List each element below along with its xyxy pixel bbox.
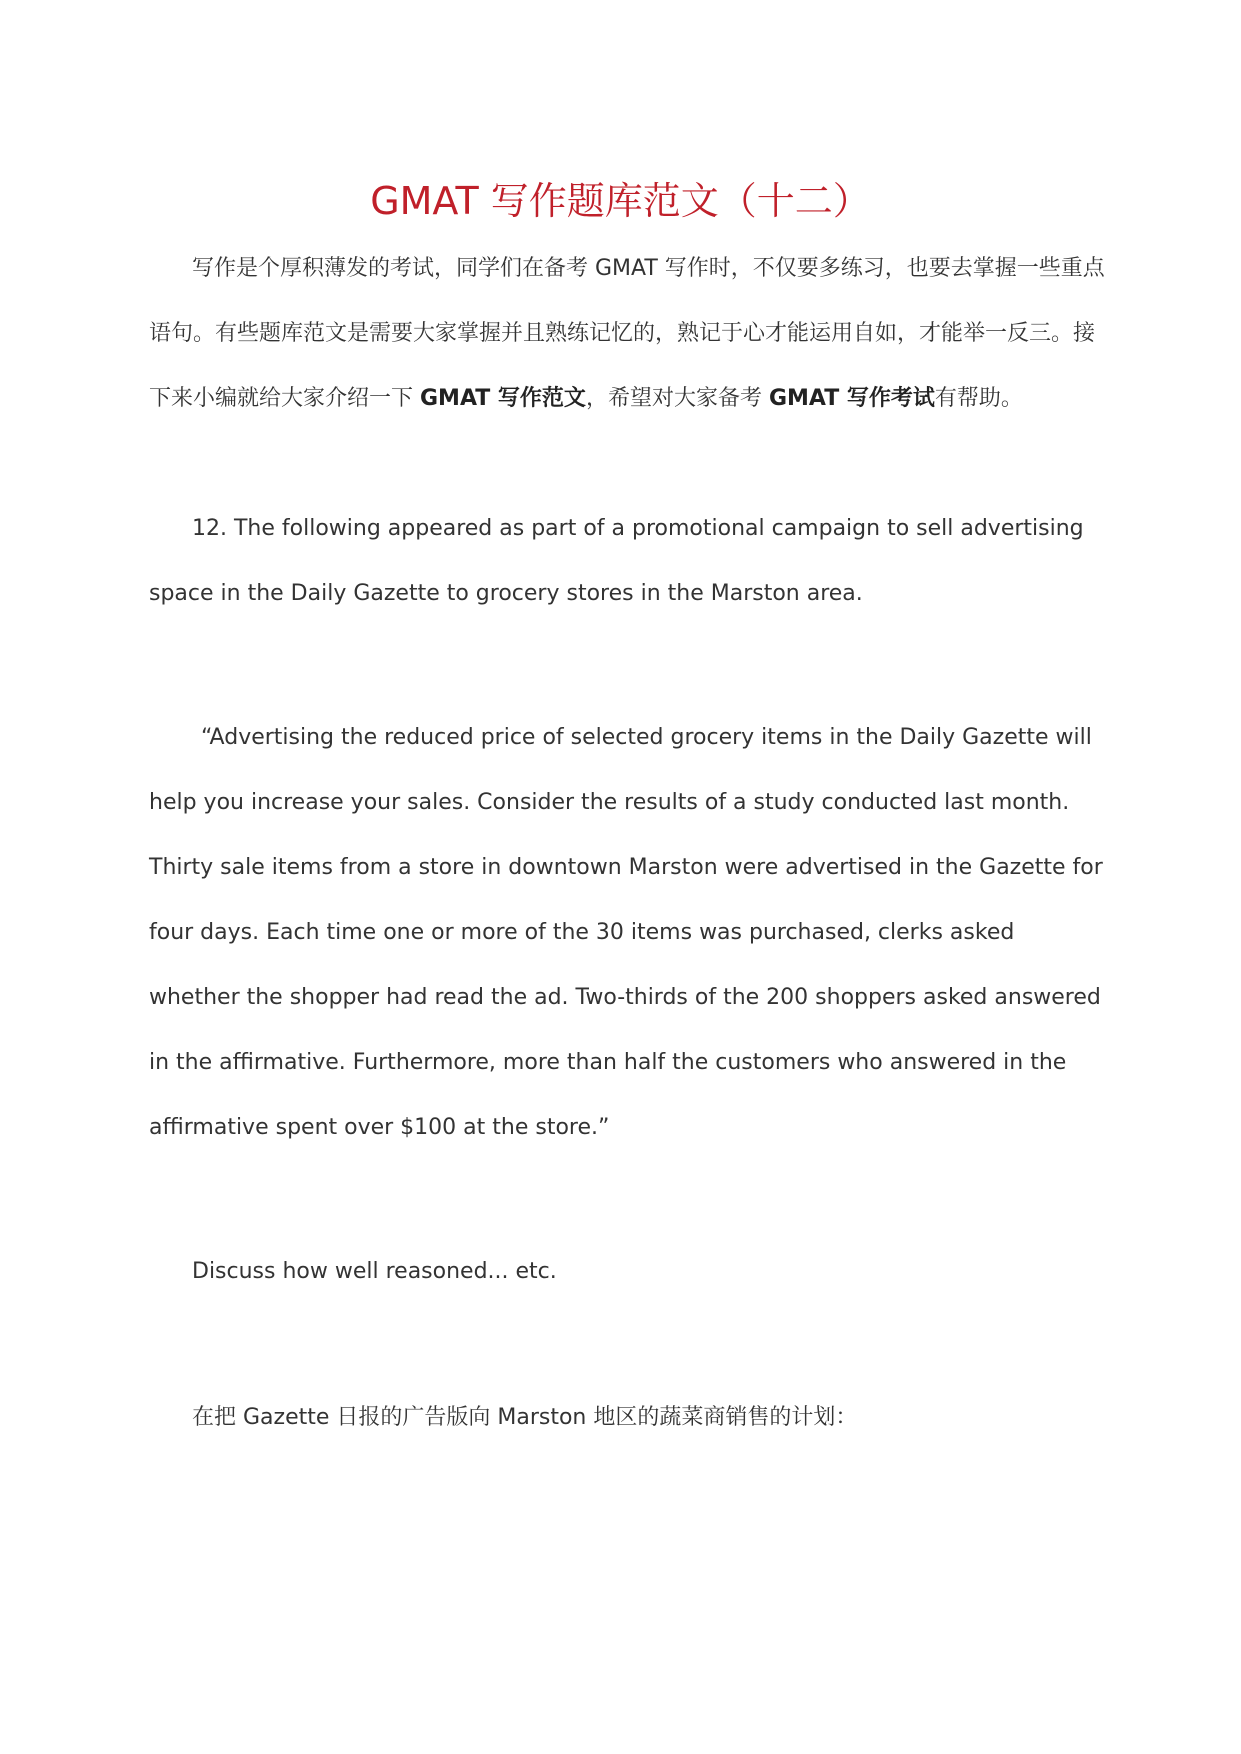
intro-bold-writing-exam: GMAT 写作考试	[768, 386, 935, 411]
discuss-paragraph: Discuss how well reasoned... etc.	[192, 1259, 557, 1284]
intro-bold-writing-sample: GMAT 写作范文	[420, 386, 586, 411]
quote-paragraph: “Advertising the reduced price of selected grocery items in the Daily Gazette will help you increase your sales. Consider the results of a study conducted last month. Thirty sale items from a store in downtown Marston were advertised in the Gazette for four days. Each time one or more of the 30 items was purchased, clerks asked whether the shopper had read the ad. Two-thirds of the 200 shoppers asked answered in the affirmative. Furthermore, more than half the customers who answered in the affirmative spent over $100 at the store.”	[149, 725, 1103, 1140]
intro-text-3: 有帮助。	[934, 386, 1023, 411]
intro-paragraph	[149, 236, 1109, 431]
intro-text-2: ，希望对大家备考	[585, 386, 769, 411]
question-paragraph: 12. The following appeared as part of a promotional campaign to sell advertising space in the Daily Gazette to grocery stores in the Marston area.	[149, 516, 1084, 606]
page-title: GMAT 写作题库范文（十二）	[370, 179, 871, 223]
chinese-plan-paragraph: 在把 Gazette 日报的广告版向 Marston 地区的蔬菜商销售的计划：	[192, 1405, 858, 1430]
intro-text-1: 写作是个厚积薄发的考试，同学们在备考 GMAT 写作时，不仅要多练习，也要去掌握一些重点语句。有些题库范文是需要大家掌握并且熟练记忆的，熟记于心才能运用自如，才能举一反三。接下来小编就给大家介绍一下	[149, 256, 1105, 411]
